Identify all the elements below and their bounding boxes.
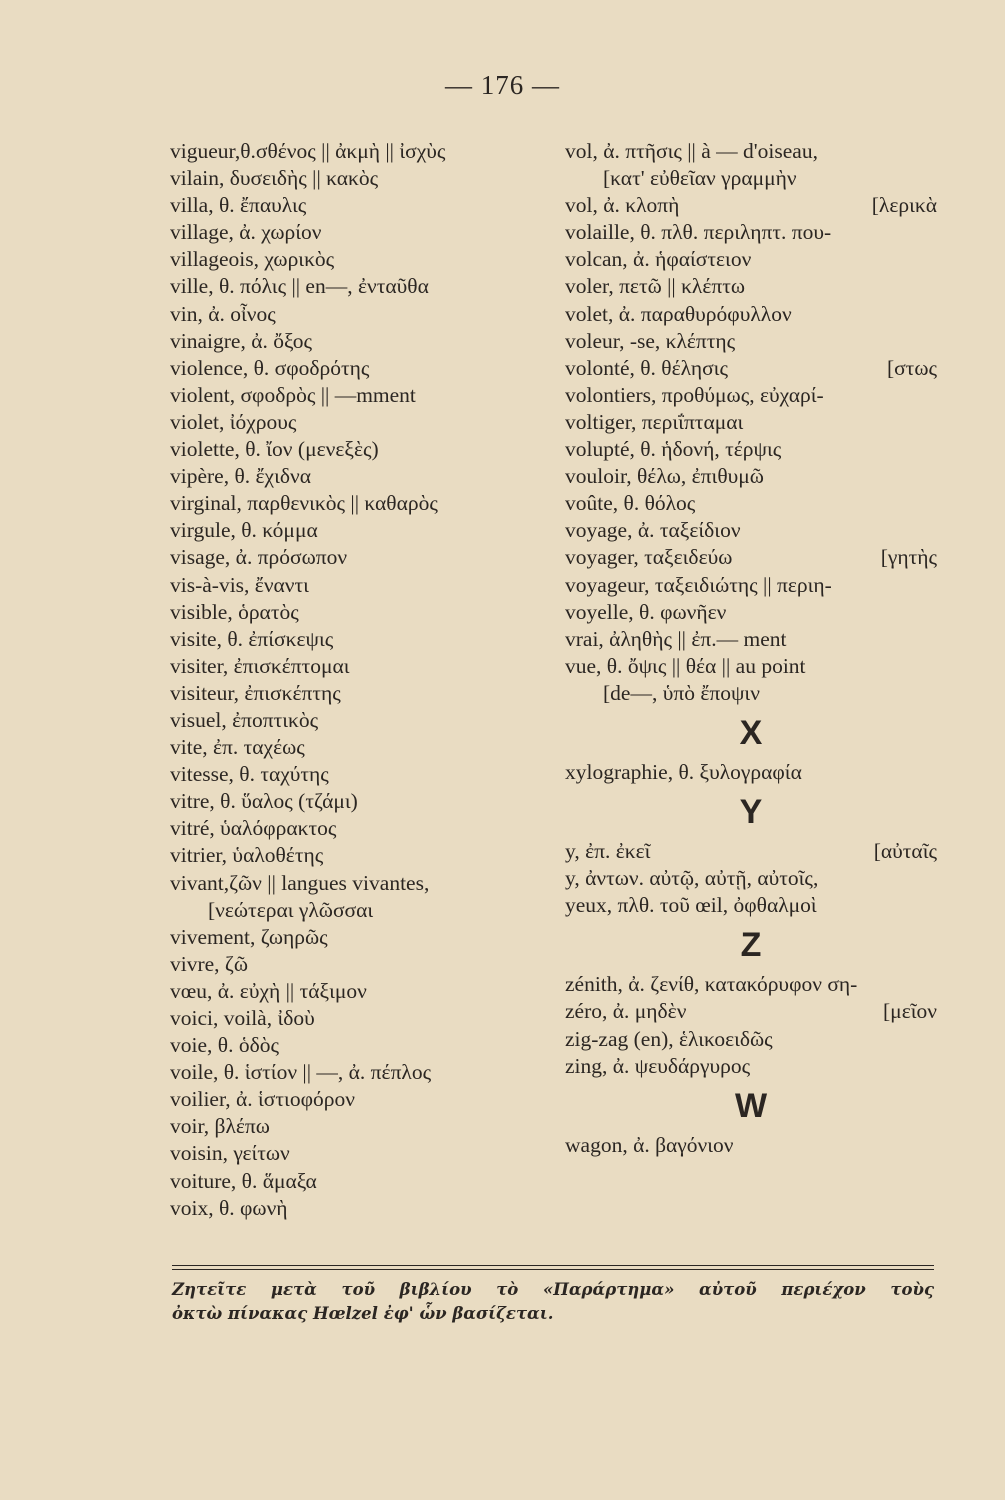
dictionary-entry: voûte, θ. θόλος	[565, 491, 696, 516]
dictionary-entry: visuel, ἐποπτικὸς	[170, 707, 319, 732]
dictionary-entry: vitesse, θ. ταχύτης	[170, 762, 329, 787]
dictionary-entry: visiter, ἐπισκέπτομαι	[170, 653, 350, 678]
y-entries	[565, 838, 937, 919]
dictionary-entry	[565, 544, 937, 571]
dictionary-entry: voisin, γείτων	[170, 1141, 290, 1166]
dictionary-entry: village, ἀ. χωρίον	[170, 220, 322, 245]
dictionary-entry	[565, 838, 937, 865]
page-number: — 176 —	[445, 70, 560, 100]
dictionary-entry: vivement, ζωηρῶς	[170, 924, 328, 949]
dictionary-entry: voyage, ἀ. ταξείδιον	[565, 518, 741, 543]
right-column	[565, 138, 937, 1159]
dictionary-entry: violette, θ. ἴον (μενεξὲς)	[170, 437, 379, 462]
left-column	[170, 138, 542, 1222]
dictionary-entry: visite, θ. ἐπίσκεψις	[170, 626, 334, 651]
dictionary-entry: virgule, θ. κόμμα	[170, 518, 318, 543]
footer-line-1: Ζητεῖτε μετὰ τοῦ βιβλίου τὸ «Παράρτημα» αὐτοῦ περιέχον τοὺς	[172, 1280, 934, 1299]
dictionary-entry: vivant,ζῶν || langues vivantes,	[170, 870, 430, 895]
dictionary-entry: volcan, ἀ. ἡφαίστειον	[565, 247, 752, 272]
footer-rule	[172, 1265, 934, 1266]
dictionary-entry: violet, ἰόχρους	[170, 409, 297, 434]
x-entries	[565, 759, 937, 786]
dictionary-entry: violent, σφοδρὸς || —mment	[170, 382, 416, 407]
entry-text: vol, ἀ. κλοπὴ	[565, 193, 680, 218]
entry-text: voyager, ταξειδεύω	[565, 545, 733, 570]
dictionary-entry: volontiers, προθύμως, εὐχαρί-	[565, 382, 824, 407]
dictionary-entry: vilain, δυσειδὴς || κακὸς	[170, 166, 379, 191]
entry-text: y, ἐπ. ἐκεῖ	[565, 839, 651, 864]
z-entries	[565, 971, 937, 1079]
dictionary-entry: vin, ἀ. οἶνος	[170, 301, 276, 326]
dictionary-entry: villa, θ. ἔπαυλις	[170, 193, 307, 218]
dictionary-entry: volet, ἀ. παραθυρόφυλλον	[565, 301, 792, 326]
dictionary-entry: visible, ὁρατὸς	[170, 599, 299, 624]
dictionary-entry: volupté, θ. ἡδονή, τέρψις	[565, 437, 782, 462]
dictionary-entry: villageois, χωρικὸς	[170, 247, 335, 272]
entry-continuation: [γητὴς	[880, 545, 937, 570]
footer-rule-inner	[172, 1269, 934, 1270]
dictionary-entry: voyelle, θ. φωνῆεν	[565, 599, 727, 624]
dictionary-entry: voilier, ἀ. ἱστιοφόρον	[170, 1087, 355, 1112]
dictionary-entry: violence, θ. σφοδρότης	[170, 355, 370, 380]
footer-note	[172, 1278, 934, 1326]
dictionary-entry: voix, θ. φωνὴ	[170, 1195, 288, 1220]
dictionary-entry: zig-zag (en), ἑλικοειδῶς	[565, 1026, 773, 1051]
dictionary-entry: virginal, παρθενικὸς || καθαρὸς	[170, 491, 438, 516]
dictionary-entry: vitré, ὑαλόφρακτος	[170, 816, 337, 841]
dictionary-entry: xylographie, θ. ξυλογραφία	[565, 759, 802, 784]
dictionary-entry: voyageur, ταξειδιώτης || περιη-	[565, 572, 832, 597]
entry-continuation: [νεώτεραι γλῶσσαι	[208, 897, 374, 922]
dictionary-entry: wagon, ἀ. βαγόνιον	[565, 1132, 734, 1157]
entry-continuation: [λερικὰ	[871, 193, 937, 218]
dictionary-entry: voici, voilà, ἰδοὺ	[170, 1006, 315, 1030]
dictionary-entry: voir, βλέπω	[170, 1114, 270, 1139]
dictionary-entry: volaille, θ. πλθ. περιληπτ. που-	[565, 220, 832, 245]
section-letter-x: X	[739, 713, 763, 752]
dictionary-entry: voile, θ. ἱστίον || —, ἀ. πέπλος	[170, 1060, 432, 1085]
entry-text: zéro, ἀ. μηδὲν	[565, 999, 687, 1024]
entry-text: volonté, θ. θέλησις	[565, 355, 728, 380]
entry-continuation: [στως	[886, 355, 937, 380]
dictionary-entry: vœu, ἀ. εὐχὴ || τάξιμον	[170, 978, 367, 1003]
dictionary-entry: y, ἀντων. αὐτῷ, αὐτῇ, αὐτοῖς,	[565, 866, 819, 891]
dictionary-entry: vivre, ζῶ	[170, 951, 248, 976]
entry-continuation: [αὐταῖς	[873, 839, 937, 864]
dictionary-entry: visiteur, ἐπισκέπτης	[170, 680, 341, 705]
dictionary-entry: vol, ἀ. πτῆσις || à — d'oiseau,	[565, 139, 818, 163]
dictionary-entry	[565, 355, 937, 382]
section-letter-w: W	[734, 1086, 768, 1125]
v-entries	[565, 138, 937, 707]
dictionary-entry: vis-à-vis, ἔναντι	[170, 572, 309, 597]
dictionary-entry: vitre, θ. ὕαλος (τζάμι)	[170, 789, 358, 814]
section-letter-z: Z	[740, 926, 762, 965]
dictionary-entry: vite, ἐπ. ταχέως	[170, 735, 305, 760]
dictionary-entry	[565, 998, 937, 1025]
dictionary-entry: visage, ἀ. πρόσωπον	[170, 545, 348, 570]
dictionary-entry: zing, ἀ. ψευδάργυρος	[565, 1053, 751, 1078]
dictionary-entry: voie, θ. ὁδὸς	[170, 1033, 279, 1058]
entry-continuation: [κατ' εὐθεῖαν γραμμὴν	[603, 166, 797, 191]
dictionary-entry: vipère, θ. ἔχιδνα	[170, 464, 311, 489]
entry-continuation: [μεῖον	[883, 999, 937, 1024]
dictionary-entry	[565, 192, 937, 219]
dictionary-entry: vouloir, θέλω, ἐπιθυμῶ	[565, 464, 764, 489]
dictionary-entry: vigueur,θ.σθένος || ἀκμὴ || ἰσχὺς	[170, 139, 446, 163]
dictionary-entry: vitrier, ὑαλοθέτης	[170, 843, 324, 868]
dictionary-entry: zénith, ἀ. ζενίθ, κατακόρυφον ση-	[565, 972, 858, 997]
dictionary-entry: vue, θ. ὄψις || θέα || au point	[565, 653, 806, 678]
w-entries	[565, 1132, 937, 1159]
section-letter-y: Y	[739, 793, 763, 832]
dictionary-entry: yeux, πλθ. τοῦ œil, ὀφθαλμοὶ	[565, 893, 817, 918]
dictionary-entry: vinaigre, ἀ. ὄξος	[170, 328, 313, 353]
dictionary-entry: ville, θ. πόλις || en—, ἐνταῦθα	[170, 274, 429, 299]
dictionary-entry: voltiger, περιΐπταμαι	[565, 409, 744, 434]
footer-line-2: ὀκτὼ πίνακας Hœlzel ἐφ' ὧν βασίζεται.	[172, 1304, 554, 1323]
dictionary-entry: voiture, θ. ἅμαξα	[170, 1168, 317, 1193]
dictionary-entry: vrai, ἀληθὴς || ἐπ.— ment	[565, 626, 787, 651]
dictionary-entry: voler, πετῶ || κλέπτω	[565, 274, 746, 299]
dictionary-entry: voleur, -se, κλέπτης	[565, 328, 736, 353]
entry-continuation: [de—, ὑπὸ ἔποψιν	[603, 680, 760, 705]
